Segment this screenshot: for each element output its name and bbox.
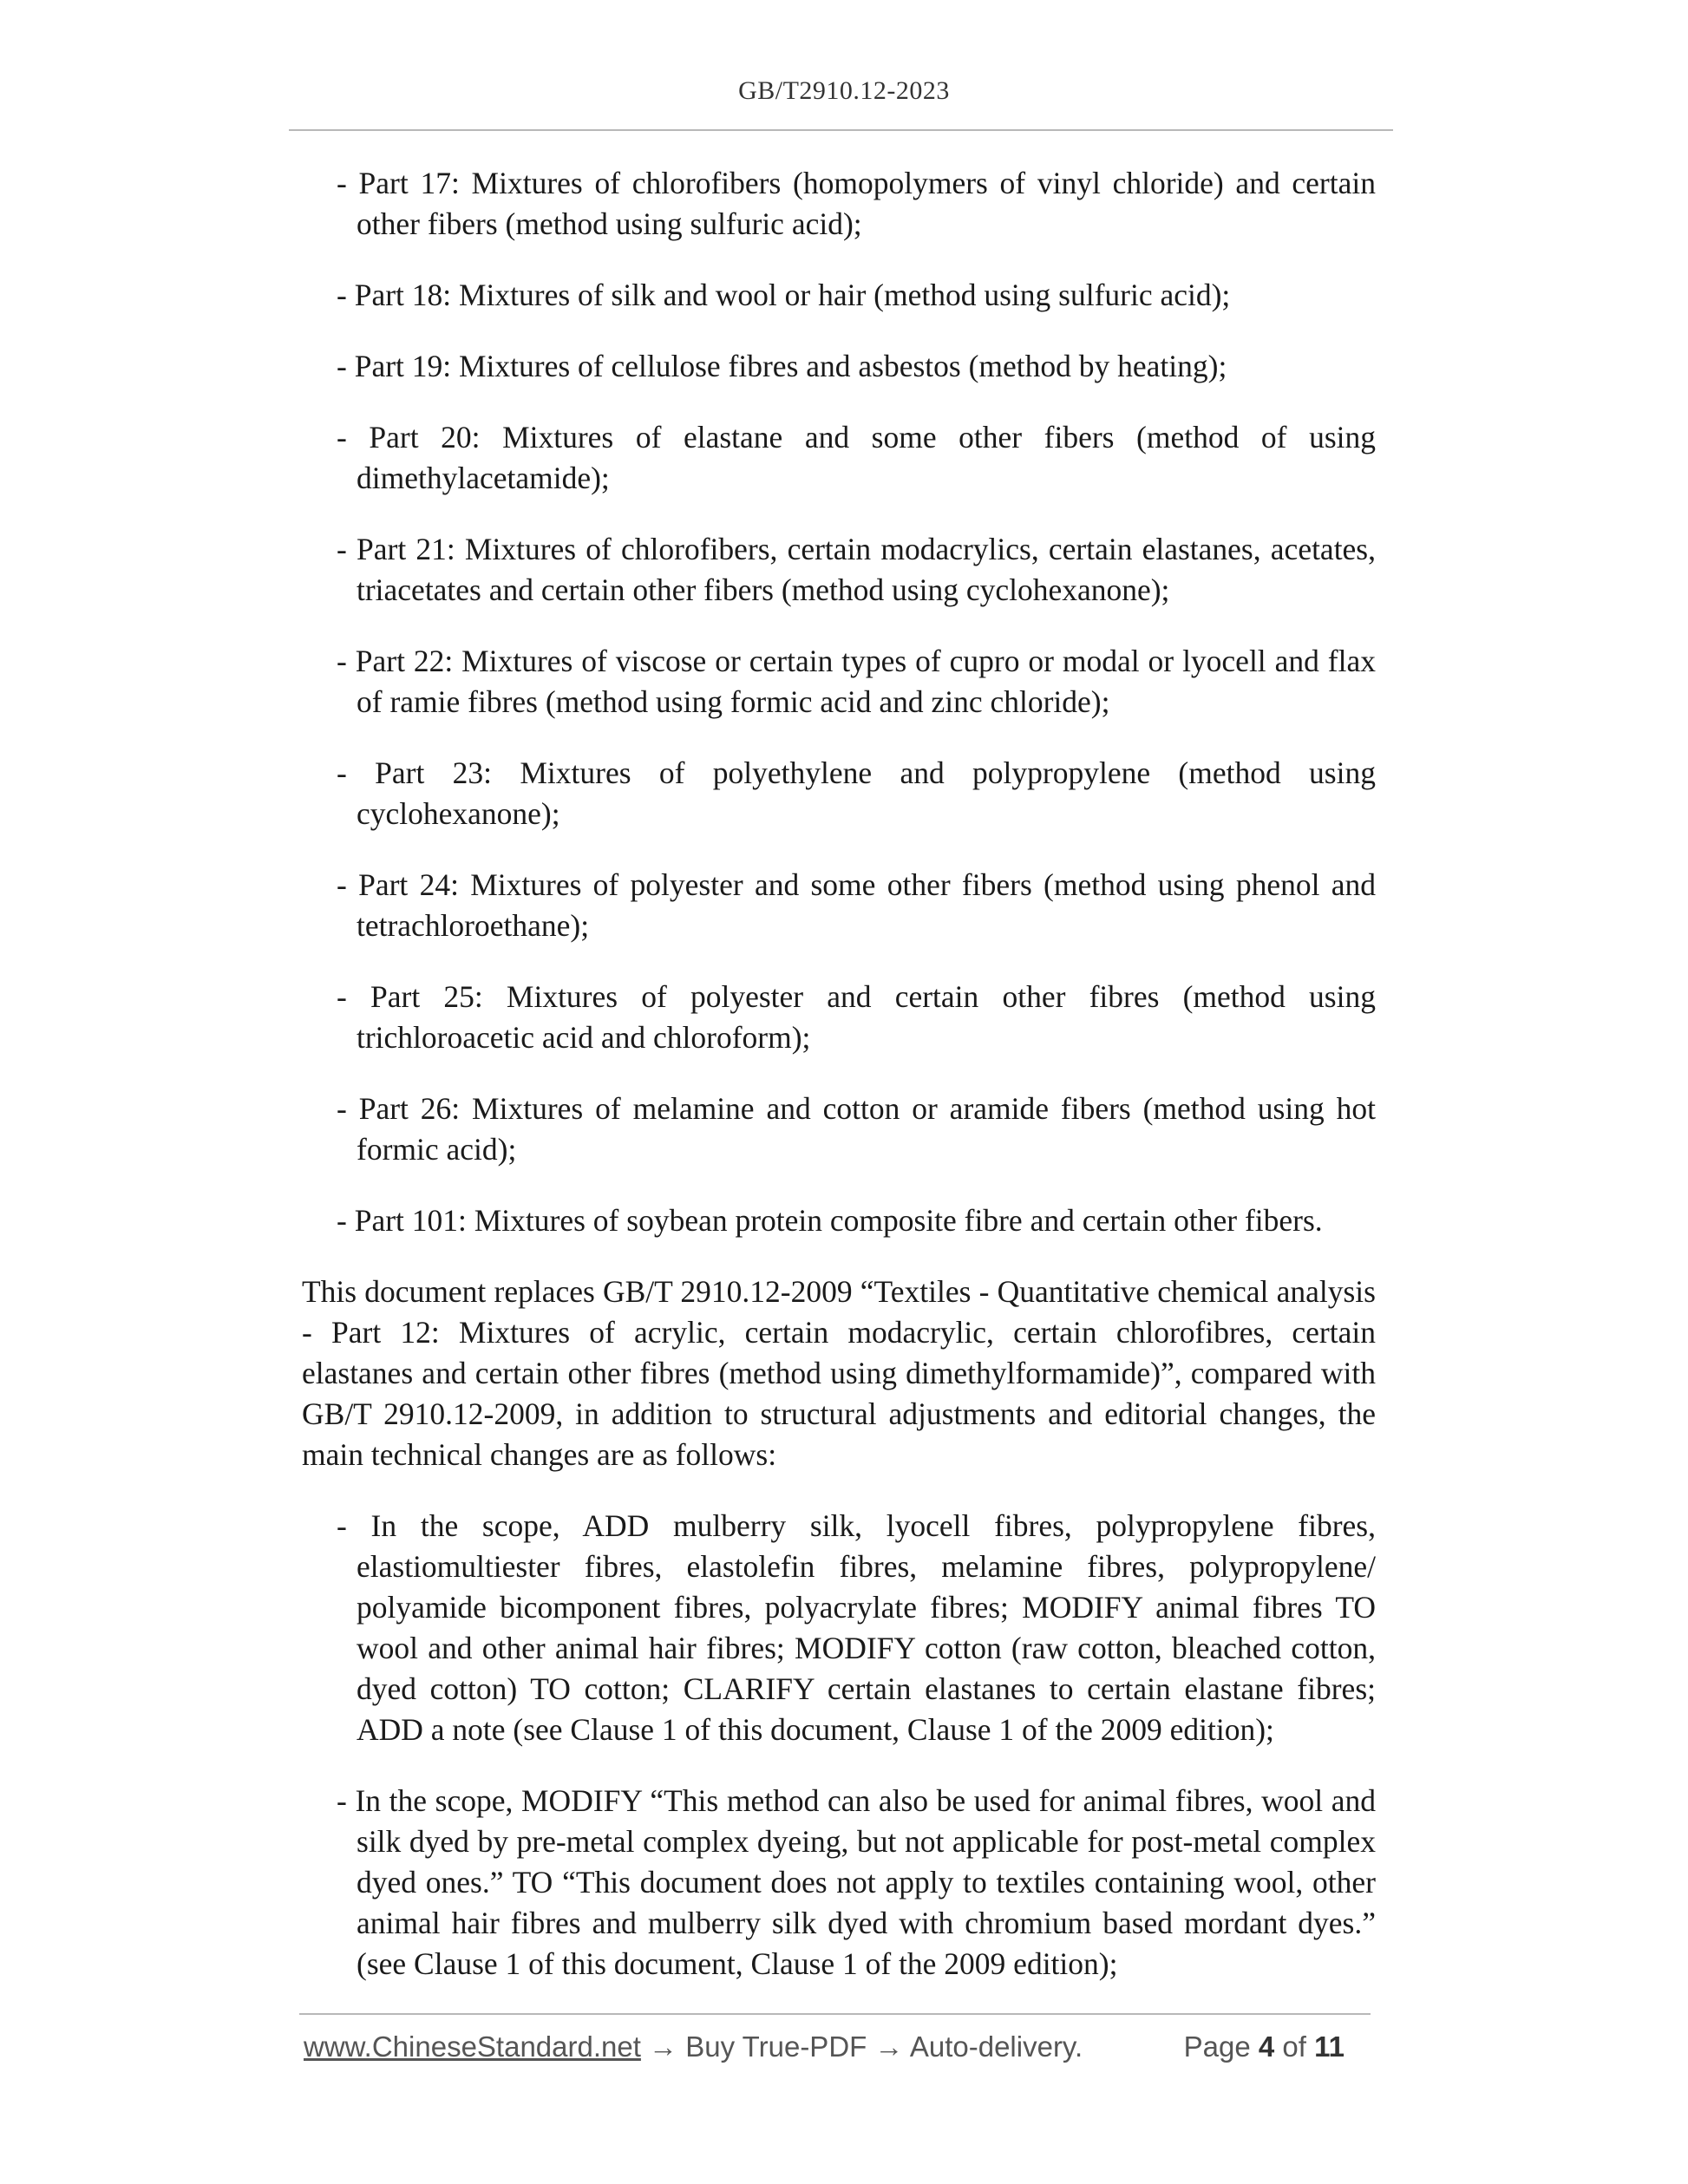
- page-number: 4: [1258, 2030, 1275, 2063]
- header-divider: [289, 129, 1393, 131]
- list-item: - Part 101: Mixtures of soybean protein composite fibre and certain other fibers.: [337, 1203, 1323, 1238]
- list-item: - Part 19: Mixtures of cellulose fibres and asbestos (method by heating);: [337, 349, 1227, 383]
- page-total: 11: [1314, 2030, 1345, 2063]
- arrow-icon: →: [874, 2030, 904, 2063]
- list-item: - Part 25: Mixtures of polyester and certain other fibres (method using trichloroacetic acid and chloroform);: [337, 979, 1376, 1055]
- list-item: - Part 20: Mixtures of elastane and some other fibers (method of using dimethylacetamide);: [337, 420, 1376, 495]
- list-item: - Part 26: Mixtures of melamine and cotton or aramide fibers (method using hot formic acid);: [337, 1091, 1376, 1167]
- body-paragraph: This document replaces GB/T 2910.12-2009 “Textiles - Quantitative chemical analysis - Part 12: Mixtures of acrylic, certain modacrylic, certain chlorofibres, certain elastanes and certain other fibres (method using dimethylformamide)”, compared with GB/T 2910.12-2009, in addition to structural adjustments and editorial changes, the main technical changes are as follows:: [302, 1274, 1376, 1472]
- of-label: of: [1282, 2030, 1306, 2063]
- auto-delivery-text: Auto-delivery.: [909, 2030, 1083, 2063]
- footer-left: [304, 2030, 1083, 2063]
- page-footer: [304, 2030, 1371, 2069]
- document-header-title: GB/T2910.12-2023: [738, 76, 950, 105]
- list-item: - Part 22: Mixtures of viscose or certain types of cupro or modal or lyocell and flax of ramie fibres (method using formic acid and zinc chloride);: [337, 644, 1376, 719]
- list-item: - In the scope, ADD mulberry silk, lyocell fibres, polypropylene fibres, elastiomultiester fibres, elastolefin fibres, melamine fibres, polypropylene/ polyamide bicomponent fibres, polyacrylate fibres; MODIFY animal fibres TO wool and other animal hair fibres; MODIFY cotton (raw cotton, bleached cotton, dyed cotton) TO cotton; CLARIFY certain elastanes to certain elastane fibres; ADD a note (see Clause 1 of this document, Clause 1 of the 2009 edition);: [337, 1508, 1376, 1747]
- footer-divider: [299, 2013, 1371, 2015]
- list-item: - Part 23: Mixtures of polyethylene and polypropylene (method using cyclohexanone);: [337, 755, 1376, 831]
- list-item: - In the scope, MODIFY “This method can also be used for animal fibres, wool and silk dyed by pre-metal complex dyeing, but not applicable for post-metal complex dyed ones.” TO “This document does not apply to textiles containing wool, other animal hair fibres and mulberry silk dyed with chromium based mordant dyes.” (see Clause 1 of this document, Clause 1 of the 2009 edition);: [337, 1783, 1376, 1981]
- buy-true-pdf-text: Buy True-PDF: [685, 2030, 867, 2063]
- list-item: - Part 18: Mixtures of silk and wool or hair (method using sulfuric acid);: [337, 278, 1231, 312]
- page-content: [302, 163, 1376, 2015]
- list-item: - Part 21: Mixtures of chlorofibers, certain modacrylics, certain elastanes, acetates, triacetates and certain other fibers (method using cyclohexanone);: [337, 532, 1376, 607]
- list-item: - Part 24: Mixtures of polyester and some other fibers (method using phenol and tetrachloroethane);: [337, 867, 1376, 943]
- website-link[interactable]: www.ChineseStandard.net: [304, 2030, 641, 2063]
- page-label: Page: [1183, 2030, 1251, 2063]
- arrow-icon: →: [649, 2030, 678, 2063]
- page-indicator: [1184, 2030, 1345, 2063]
- list-item: - Part 17: Mixtures of chlorofibers (homopolymers of vinyl chloride) and certain other fibers (method using sulfuric acid);: [337, 166, 1376, 241]
